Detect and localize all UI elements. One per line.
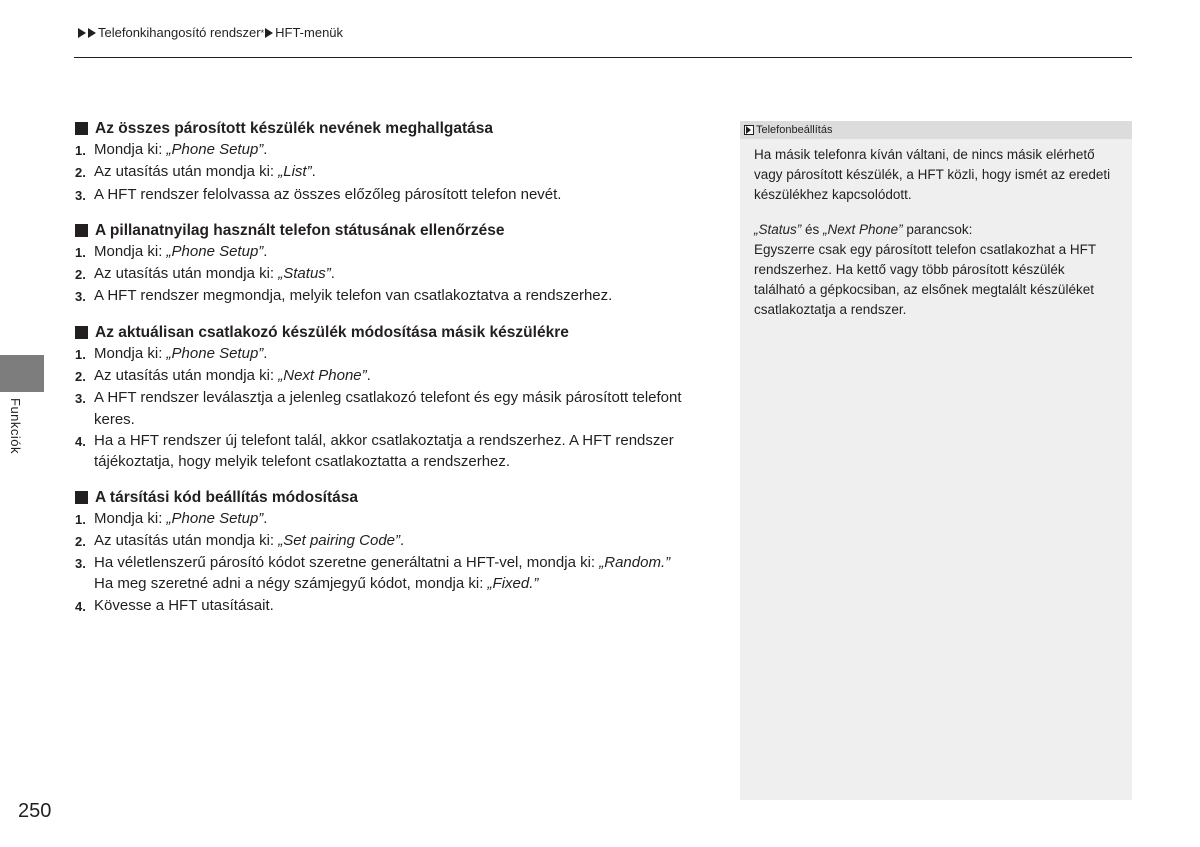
voice-command: „Set pairing Code” [278,531,400,549]
section-heading [75,118,725,139]
step [75,430,725,473]
step-number: 4. [75,433,86,449]
section [75,118,725,206]
main-content [75,118,725,631]
step-number: 1. [75,244,86,260]
step-number: 1. [75,511,86,527]
step-text-end: . [263,344,268,362]
triangle-arrow-icon [88,28,96,38]
breadcrumb [78,25,343,40]
step-text-end: . [366,367,371,385]
step-text: Az utasítás után mondja ki: [94,163,279,181]
side-note-text: és [801,221,824,237]
step-number: 2. [75,267,86,283]
step-number: 2. [75,533,86,549]
step-text-end: . [400,531,405,549]
voice-command: „Status” [754,221,802,237]
breadcrumb-marker: * [260,27,265,38]
side-note-subheading [754,220,1118,240]
side-note-paragraph: Ha másik telefonra kíván váltani, de nincs másik elérhető vagy párosított készülék, a HFT közli, hogy ismét az eredeti készülékhez kapcsolódott. [754,147,1111,203]
step-text-end: . [263,141,268,158]
step [75,530,725,552]
section-tab [0,355,44,392]
step-text: Mondja ki: [94,344,167,362]
section-heading-text: Az összes párosított készülék nevének meghallgatása [95,120,493,137]
section-heading [75,322,725,343]
step-text-end: . [263,509,268,527]
step-number: 4. [75,598,86,614]
voice-command: „List” [278,163,312,181]
square-bullet-icon [75,491,88,504]
voice-command: „Status” [278,265,331,283]
side-note-body [740,139,1132,321]
step-text: Az utasítás után mondja ki: [94,367,279,385]
step-text: Mondja ki: [94,141,167,158]
page-number: 250 [18,800,52,822]
step-number: 1. [75,346,86,362]
step-text: Az utasítás után mondja ki: [94,531,279,549]
side-tab-label: Funkciók [8,398,23,455]
section-heading-text: A társítási kód beállítás módosítása [95,488,359,506]
step-text: Ha meg szeretné adni a négy számjegyű kódot, mondja ki: [94,575,488,593]
step-text: A HFT rendszer felolvassa az összes előzőleg párosított telefon nevét. [94,185,562,203]
step-text: A HFT rendszer megmondja, melyik telefon van csatlakoztatva a rendszerhez. [94,287,613,305]
voice-command: „Phone Setup” [166,344,264,362]
breadcrumb-item[interactable]: HFT-menük [275,25,344,40]
voice-command: „Fixed.” [487,575,539,593]
voice-command: „Phone Setup” [166,141,264,158]
square-bullet-icon [75,122,88,135]
step-text-end: . [330,265,335,283]
triangle-arrow-icon [265,28,273,38]
step-number: 2. [75,165,86,181]
step [75,343,725,365]
step [75,508,725,530]
step [75,285,725,307]
step [75,595,725,617]
side-note-text: parancsok: [902,221,973,237]
step-text: A HFT rendszer leválasztja a jelenleg csatlakozó telefont és egy másik párosított telefont keres. [94,389,682,428]
voice-command: „Phone Setup” [166,242,264,260]
step [75,263,725,285]
step-text: Az utasítás után mondja ki: [94,265,279,283]
step [75,552,725,595]
step [75,241,725,263]
step-number: 3. [75,391,86,407]
section-heading-text: A pillanatnyilag használt telefon státusának ellenőrzése [95,221,505,239]
step-text: Mondja ki: [94,242,167,260]
step-number: 3. [75,556,86,572]
step-text-end: . [263,242,268,260]
step [75,161,725,183]
section [75,487,725,617]
section-heading [75,487,725,508]
voice-command: „Next Phone” [278,367,367,385]
step-text: Ha a HFT rendszer új telefont talál, akkor csatlakoztatja a rendszerhez. A HFT rendszer tájékoztatja, hogy melyik telefont csatlakoztatta a rendszerhez. [94,431,674,471]
step [75,139,725,161]
voice-command: „Random.” [599,554,671,572]
side-note-paragraph: Egyszerre csak egy párosított telefon csatlakozhat a HFT rendszerhez. Ha kettő vagy több párosított készülék található a gépkocsiban, az elsőnek megtalált készüléket csatlakoztatja a rendszer. [754,241,1096,318]
step-text: Mondja ki: [94,509,167,527]
reference-arrow-icon [744,125,754,135]
section [75,322,725,473]
step-text-end: . [311,163,316,181]
step-number: 3. [75,187,86,203]
step [75,365,725,387]
step [75,387,725,430]
triangle-arrow-icon [78,28,86,38]
side-note-title-text[interactable]: Telefonbeállítás [756,124,833,136]
header-rule [74,57,1132,58]
step-text: Ha véletlenszerű párosító kódot szeretne generáltatni a HFT-vel, mondja ki: [94,554,600,572]
voice-command: „Next Phone” [823,221,903,237]
step-number: 2. [75,369,86,385]
step-number: 1. [75,143,86,158]
voice-command: „Phone Setup” [166,509,264,527]
side-note-panel [740,121,1132,800]
square-bullet-icon [75,224,88,237]
section-heading [75,220,725,241]
step-text: Kövesse a HFT utasításait. [94,596,274,614]
section-heading-text: Az aktuálisan csatlakozó készülék módosítása másik készülékre [95,323,569,341]
section [75,220,725,308]
side-note-title [740,121,1132,139]
step [75,184,725,206]
step-number: 3. [75,289,86,305]
breadcrumb-item[interactable]: Telefonkihangosító rendszer [98,25,261,40]
square-bullet-icon [75,326,88,339]
